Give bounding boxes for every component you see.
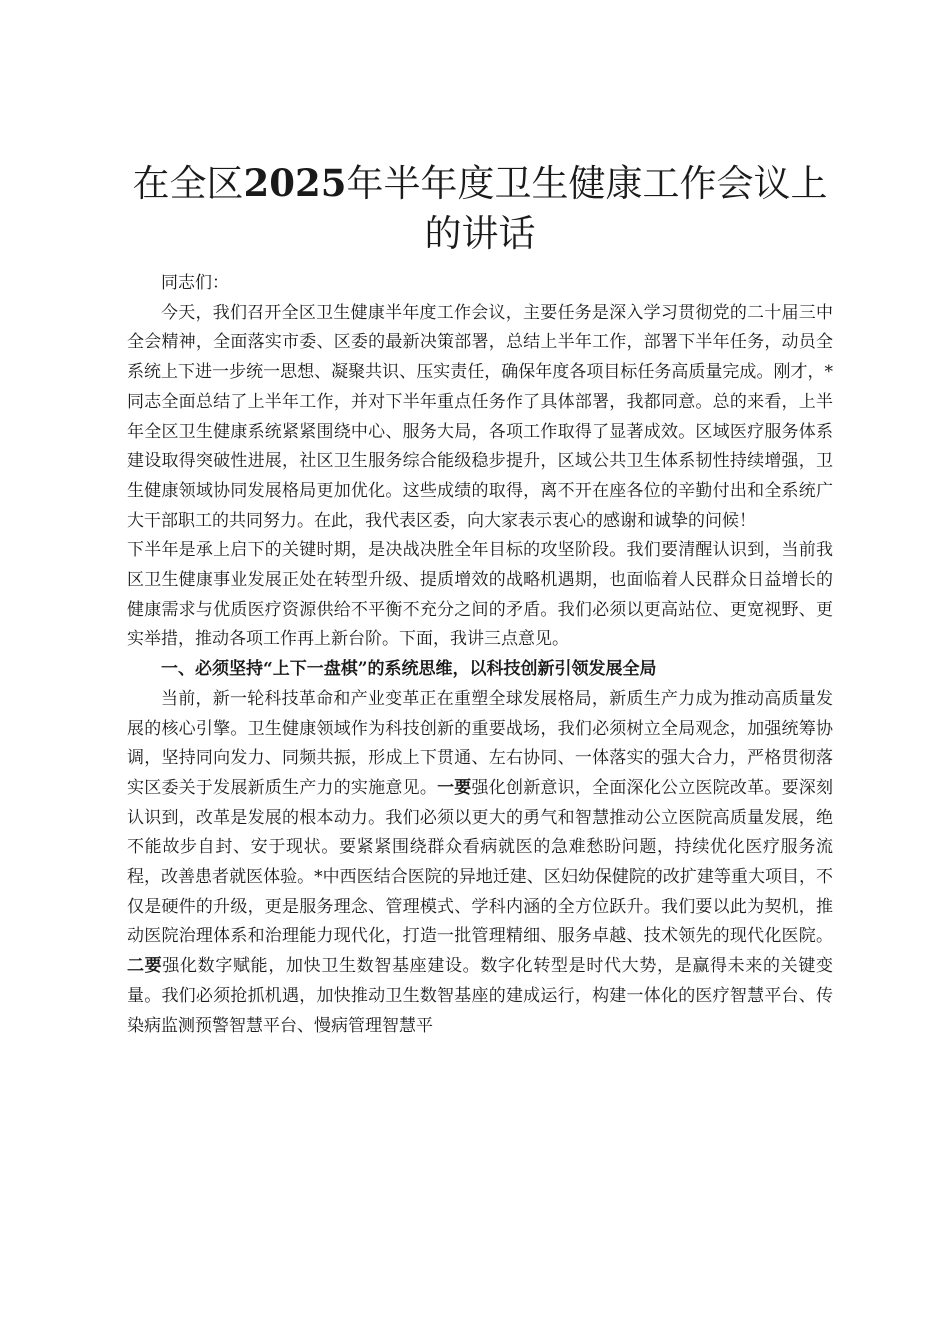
section-1-text-b: 强化创新意识，全面深化公立医院改革。要深刻认识到，改革是发展的根本动力。我们必须以更大的勇气和智慧推动公立医院高质量发展，绝不能故步自封、安于现状。要紧紧围绕群众看病就医的急难愁盼问题，持续优化医疗服务流程，改善患者就医体验。*中西医结合医院的异地迁建、区妇幼保健院的改扩建等重大项目，不仅是硬件的升级，更是服务理念、管理模式、学科内涵的全方位跃升。我们要以此为契机，推动医院治理体系和治理能力现代化，打造一批管理精细、服务卓越、技术领先的现代化医院。	[127, 777, 834, 947]
second-paragraph: 下半年是承上启下的关键时期，是决战决胜全年目标的攻坚阶段。我们要清醒认识到，当前我区卫生健康事业发展正处在转型升级、提质增效的战略机遇期，也面临着人民群众日益增长的健康需求与优质医疗资源供给不平衡不充分之间的矛盾。我们必须以更高站位、更宽视野、更实举措，推动各项工作再上新台阶。下面，我讲三点意见。	[127, 540, 833, 650]
document-page	[127, 158, 833, 1041]
title-prefix: 在全区	[132, 162, 244, 205]
salutation: 同志们：	[161, 273, 229, 293]
section-1-text-c: 强化数字赋能，加快卫生数智基座建设。数字化转型是时代大势，是赢得未来的关键变量。我们必须抢抓机遇，加快推动卫生数智基座的建成运行，构建一体化的医疗智慧平台、传染病监测预警智慧平台、慢病管理智慧平	[127, 956, 834, 1036]
intro-paragraph: 今天，我们召开全区卫生健康半年度工作会议，主要任务是深入学习贯彻党的二十届三中全会精神，全面落实市委、区委的最新决策部署，总结上半年工作，部署下半年任务，动员全系统上下进一步统一思想、凝聚共识、压实责任，确保年度各项目标任务高质量完成。刚才，*同志全面总结了上半年工作，并对下半年重点任务作了具体部署，我都同意。总的来看，上半年全区卫生健康系统紧紧围绕中心、服务大局，各项工作取得了显著成效。区域医疗服务体系建设取得突破性进展，社区卫生服务综合能级稳步提升，区域公共卫生体系韧性持续增强，卫生健康领域协同发展格局更加优化。这些成绩的取得，离不开在座各位的辛勤付出和全系统广大干部职工的共同努力。在此，我代表区委，向大家表示衷心的感谢和诚挚的问候！	[127, 302, 833, 531]
section-1-heading: 一、必须坚持“上下一盘棋”的系统思维，以科技创新引领发展全局	[161, 659, 657, 680]
section-1-point-1-marker: 一要	[437, 777, 472, 798]
section-1-point-2-marker: 二要	[127, 956, 163, 977]
section-1-text-a: 当前，新一轮科技革命和产业变革正在重塑全球发展格局，新质生产力成为推动高质量发展的核心引擎。卫生健康领域作为科技创新的重要战场，我们必须树立全局观念，加强统筹协调，坚持同向发力、同频共振，形成上下贯通、左右协同、一体落实的强大合力，严格贯彻落实区委关于发展新质生产力的实施意见。	[127, 688, 833, 798]
document-title	[127, 158, 833, 259]
title-year: 2025	[243, 161, 347, 205]
title-suffix: 年半年度卫生健康工作会议上的讲话	[346, 162, 828, 255]
section-1-paragraph	[127, 685, 833, 1041]
